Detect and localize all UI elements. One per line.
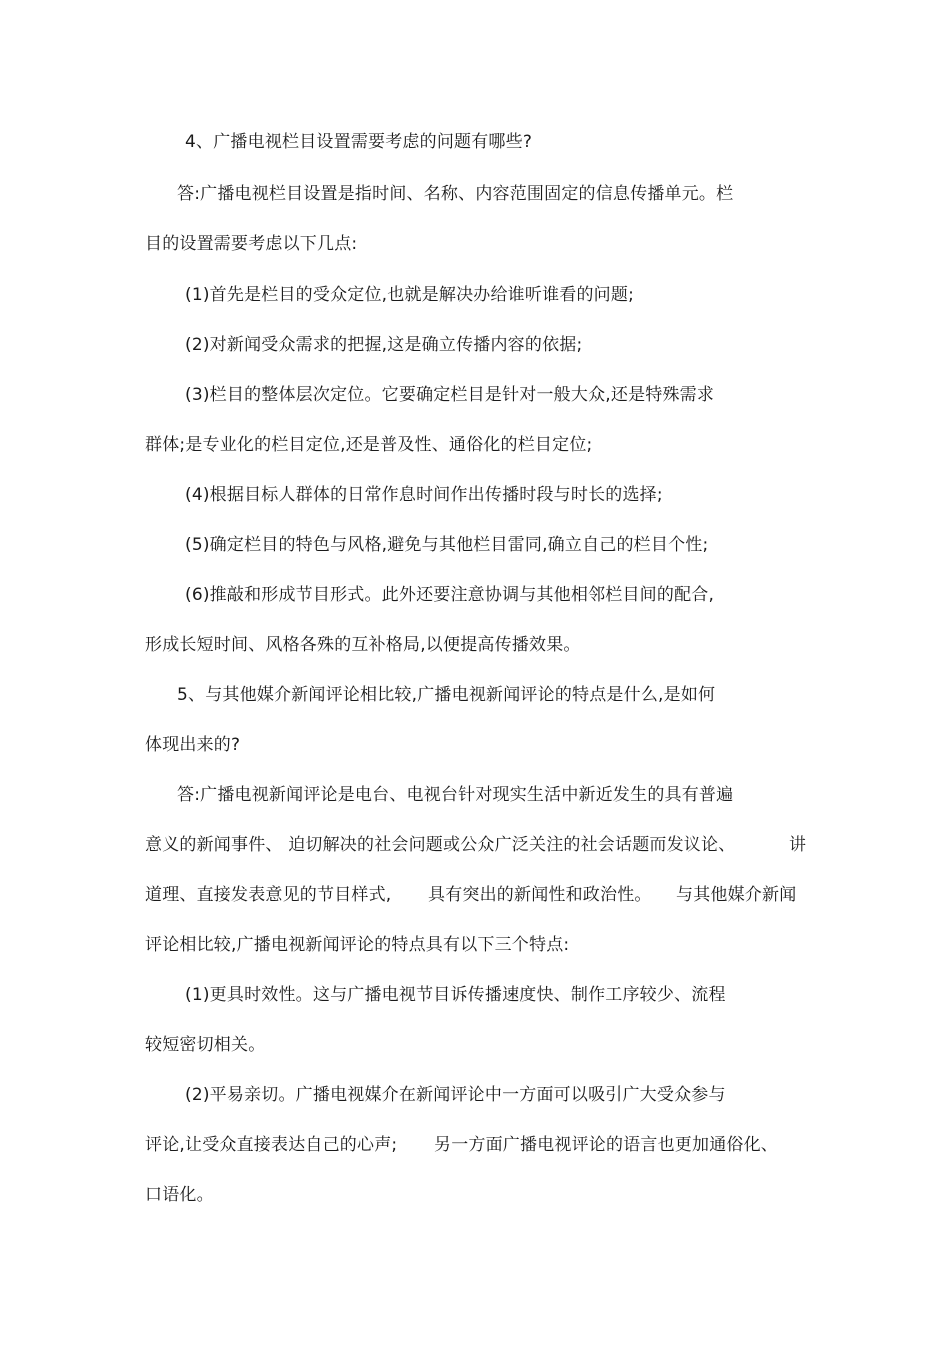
answer-5-item-1-line-1: (1)更具时效性。这与广播电视节目诉传播速度快、制作工序较少、流程 [185, 985, 726, 1005]
answer-5-item-1-line-2: 较短密切相关。 [145, 1035, 266, 1055]
answer-4-item-3-line-1: (3)栏目的整体层次定位。它要确定栏目是针对一般大众,还是特殊需求 [185, 385, 715, 405]
answer-4-line-2: 目的设置需要考虑以下几点: [145, 234, 358, 254]
answer-4-line-1: 答:广播电视栏目设置是指时间、名称、内容范围固定的信息传播单元。栏 [177, 184, 734, 204]
answer-5-item-2-line-3: 口语化。 [145, 1185, 214, 1205]
answer-4-item-5: (5)确定栏目的特色与风格,避免与其他栏目雷同,确立自己的栏目个性; [185, 535, 709, 555]
answer-5-line-2-tail: 讲 [789, 835, 807, 855]
answer-5-item-2-line-2-part-1: 评论,让受众直接表达自己的心声; [145, 1135, 398, 1155]
answer-5-line-3-part-3: 与其他媒介新闻 [676, 885, 797, 905]
answer-4-item-1: (1)首先是栏目的受众定位,也就是解决办给谁听谁看的问题; [185, 285, 635, 305]
answer-4-item-3-line-2: 群体;是专业化的栏目定位,还是普及性、通俗化的栏目定位; [145, 435, 593, 455]
answer-5-line-4: 评论相比较,广播电视新闻评论的特点具有以下三个特点: [145, 935, 570, 955]
answer-5-line-1: 答:广播电视新闻评论是电台、电视台针对现实生活中新近发生的具有普遍 [177, 785, 734, 805]
answer-4-item-2: (2)对新闻受众需求的把握,这是确立传播内容的依据; [185, 335, 583, 355]
question-5-heading-line-2: 体现出来的? [145, 735, 241, 755]
answer-5-line-3-part-2: 具有突出的新闻性和政治性。 [428, 885, 652, 905]
answer-4-item-6-line-2: 形成长短时间、风格各殊的互补格局,以便提高传播效果。 [145, 635, 581, 655]
answer-4-item-4: (4)根据目标人群体的日常作息时间作出传播时段与时长的选择; [185, 485, 663, 505]
answer-5-line-2: 意义的新闻事件、 迫切解决的社会问题或公众广泛关注的社会话题而发议论、 [145, 835, 736, 855]
answer-5-item-2-line-2-part-2: 另一方面广播电视评论的语言也更加通俗化、 [434, 1135, 778, 1155]
question-5-heading-line-1: 5、与其他媒介新闻评论相比较,广播电视新闻评论的特点是什么,是如何 [177, 685, 716, 705]
answer-5-item-2-line-1: (2)平易亲切。广播电视媒介在新闻评论中一方面可以吸引广大受众参与 [185, 1085, 726, 1105]
question-4-heading: 4、广播电视栏目设置需要考虑的问题有哪些? [185, 132, 533, 152]
answer-5-line-3-part-1: 道理、直接发表意见的节目样式, [145, 885, 392, 905]
answer-4-item-6-line-1: (6)推敲和形成节目形式。此外还要注意协调与其他相邻栏目间的配合, [185, 585, 715, 605]
